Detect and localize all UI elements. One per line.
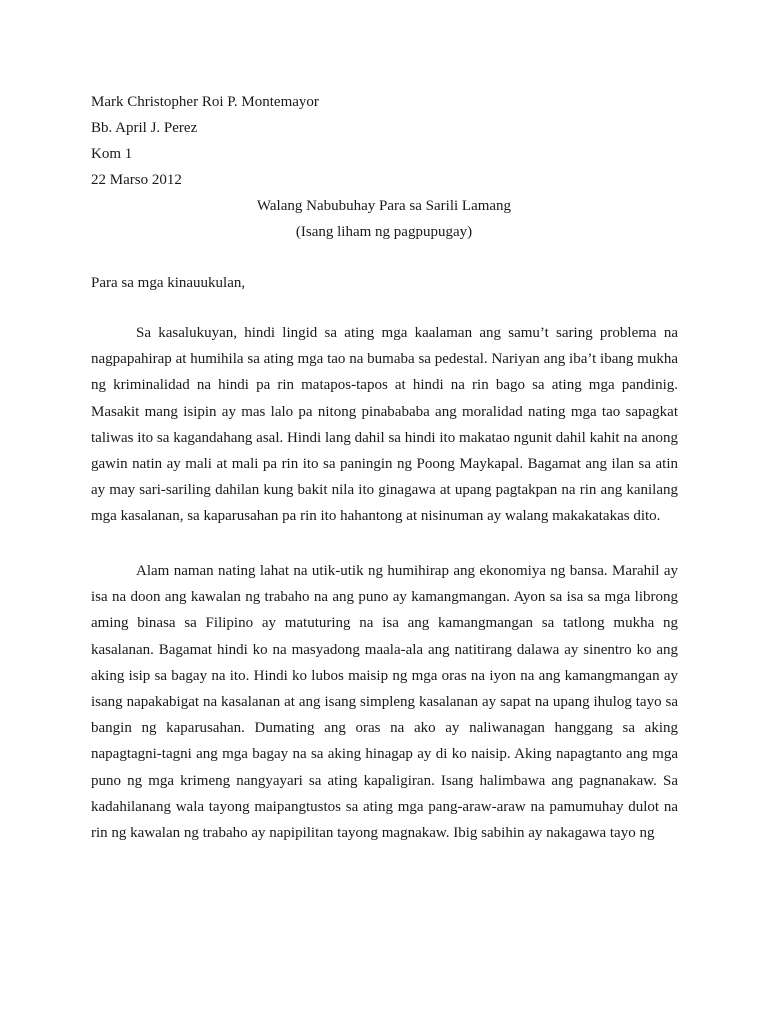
author-name: Mark Christopher Roi P. Montemayor <box>91 94 319 110</box>
teacher-name: Bb. April J. Perez <box>91 120 198 136</box>
paragraph-text: Sa kasalukuyan, hindi lingid sa ating mga kaalaman ang samu’t saring problema na nagpapahirap at humihila sa ating mga tao na bumaba sa pedestal. Nariyan ang iba’t ibang mukha ng kriminalidad na hindi pa rin matapos-tapos at hindi na rin bago sa ating mga pandinig. Masakit mang isipin ay mas lalo pa nitong pinabababa ang moralidad nating mga tao sapagkat taliwas ito sa kagandahang asal. Hindi lang dahil sa hindi ito makatao ngunit dahil kahit na anong gawin natin ay mali at mali pa rin ito sa paningin ng Poong Maykapal. Bagamat ang ilan sa atin ay may sari-sariling dahilan kung bakit nila ito ginagawa at upang pagtakpan na rin ang kanilang mga kasalanan, sa kaparusahan pa rin ito hahantong at nisinuman ay walang makakatakas dito. <box>91 325 678 525</box>
title-block <box>0 193 768 245</box>
letter-date: 22 Marso 2012 <box>91 172 182 188</box>
document-subtitle: (Isang liham ng pagpupugay) <box>295 224 473 240</box>
body-paragraph <box>91 320 678 530</box>
paragraph-text: Alam naman nating lahat na utik-utik ng humihirap ang ekonomiya ng bansa. Marahil ay isa na doon ang kawalan ng trabaho na ang puno ay kamangmangan. Ayon sa isa sa mga librong aming binasa sa Filipino ay matuturing na isa ang kamangmangan sa tatlong mukha ng kasalanan. Bagamat hindi ko na masyadong maala-ala ang natitirang dalawa ay sinentro ko ang aking isip sa bagay na ito. Hindi ko lubos maisip ng mga oras na iyon na ang kamangmangan ay isang napakabigat na kasalanan at ang isang simpleng kasalanan ay sapat na upang ihulog tayo sa bangin ng kaparusahan. Dumating ang oras na ako ay naliwanagan hanggang sa aking napagtagni-tagni ang mga bagay na sa aking hinagap ay di ko naisip. Aking napagtanto ang mga puno ng mga krimeng nangyayari sa ating kapaligiran. Isang halimbawa ang pagnanakaw. Sa kadahilanang wala tayong maipangtustos sa ating mga pang-araw-araw na pamumuhay dulot na rin ng kawalan ng trabaho ay napipilitan tayong magnakaw. Ibig sabihin ay nakagawa tayo ng <box>91 563 678 842</box>
body-paragraph <box>91 558 678 846</box>
document-title: Walang Nabubuhay Para sa Sarili Lamang <box>256 198 512 214</box>
letter-header <box>91 89 319 193</box>
salutation: Para sa mga kinauukulan, <box>91 275 246 291</box>
course-name: Kom 1 <box>91 146 133 162</box>
